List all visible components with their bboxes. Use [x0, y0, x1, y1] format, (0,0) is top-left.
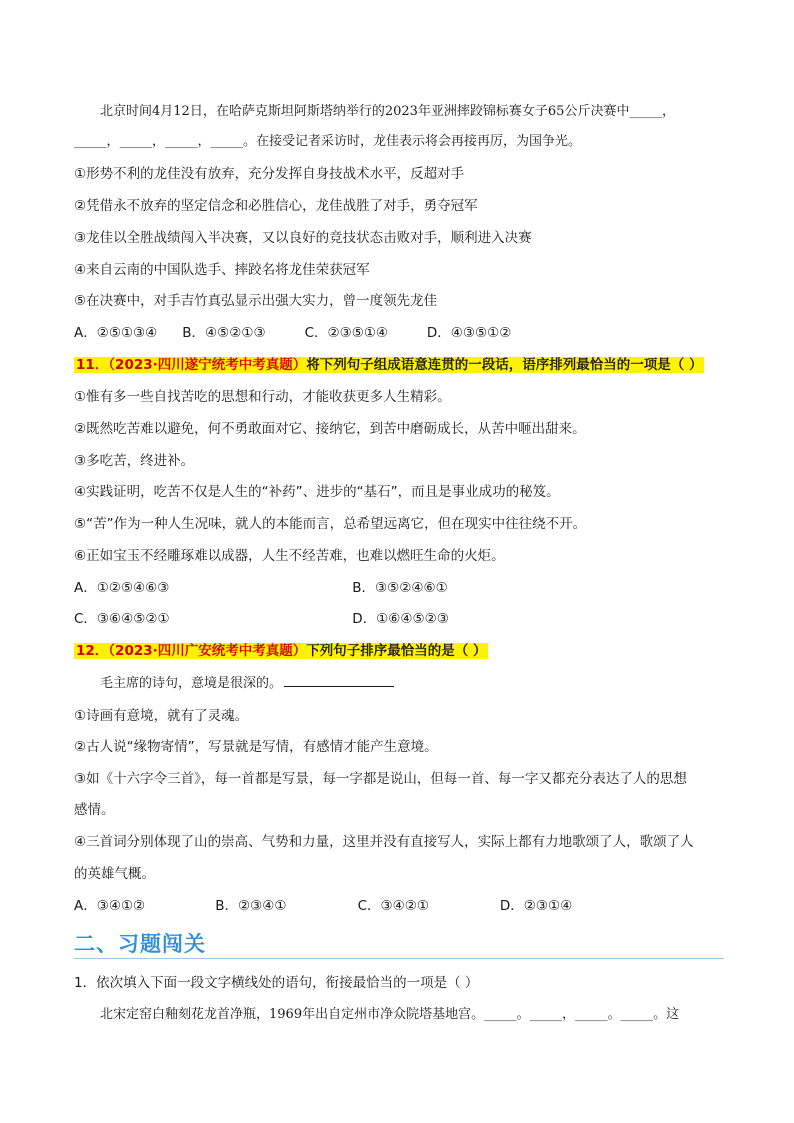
q12-item-3-cont: 感情。	[74, 802, 115, 818]
q12-item-2: ②古人说“缘物寄情”，写景就是写情，有感情才能产生意境。	[74, 739, 438, 755]
q11-item-4: ④实践证明，吃苦不仅是人生的“补药”、进步的“基石”，而且是事业成功的秘笈。	[74, 484, 560, 500]
q10-item-1: ①形势不利的龙佳没有放弃，充分发挥自身技战术水平，反超对手	[74, 166, 465, 182]
q11-item-2: ②既然吃苦难以避免，何不勇敢面对它、接纳它，到苦中磨砺成长，从苦中咂出甜来。	[74, 421, 586, 437]
q10-item-5: ⑤在决赛中，对手吉竹真弘显示出强大实力，曾一度领先龙佳	[74, 293, 438, 309]
q10-option-c[interactable]: C．②③⑤①④	[304, 325, 389, 341]
q12-option-c[interactable]: C．③④②①	[357, 898, 429, 914]
q11-option-b[interactable]: B．③⑤②④⑥①	[352, 580, 448, 596]
q12-item-1: ①诗画有意境，就有了灵魂。	[74, 708, 249, 724]
q11-options-row-1	[74, 578, 448, 598]
q10-options	[74, 323, 511, 343]
q12-item-4-cont: 的英雄气概。	[74, 866, 155, 882]
q12-highlight	[74, 643, 488, 659]
q12-heading	[74, 641, 488, 661]
q11-option-a[interactable]: A．①②⑤④⑥③	[74, 580, 170, 596]
q12-item-3: ③如《十六字令三首》，每一首都是写景，每一字都是说山，但每一首、每一字又都充分表达了人的思想	[74, 771, 687, 787]
q11-number: 11．	[76, 357, 109, 373]
q10-option-d[interactable]: D．④③⑤①②	[426, 325, 512, 341]
q12-stem: 下列句子排序最恰当的是（ ）	[306, 643, 487, 659]
q11-option-d[interactable]: D．①⑥④⑤②③	[352, 611, 449, 627]
q12-item-4: ④三首词分别体现了山的崇高、气势和力量，这里并没有直接写人，实际上都有力地歌颂了人，歌颂了人	[74, 834, 694, 850]
q12-number: 12．	[76, 643, 109, 659]
q11-source: （2023·四川遂宁统考中考真题）	[108, 357, 307, 373]
section-title: 二、习题闯关	[74, 932, 206, 956]
q11-item-5: ⑤“苦”作为一种人生况味，就人的本能而言，总希望远离它，但在现实中往往绕不开。	[74, 516, 587, 532]
passage-line-1: 北京时间4月12日，在哈萨克斯坦阿斯塔纳举行的2023年亚洲摔跤锦标赛女子65公斤决赛中_____，	[100, 104, 675, 119]
q12-option-b[interactable]: B．②③④①	[215, 898, 287, 914]
q10-item-3: ③龙佳以全胜战绩闯入半决赛，又以良好的竞技状态击败对手，顺利进入决赛	[74, 230, 532, 246]
passage-line-2: _____，_____，_____，_____。在接受记者采访时，龙佳表示将会再接再厉，为国争光。	[74, 134, 582, 149]
q10-item-4: ④来自云南的中国队选手、摔跤名将龙佳荣获冠军	[74, 262, 370, 278]
q11-item-6: ⑥正如宝玉不经雕琢难以成器，人生不经苦难，也难以燃旺生命的火炬。	[74, 548, 505, 564]
q1-stem: 1．依次填入下面一段文字横线处的语句，衔接最恰当的一项是（ ）	[74, 975, 479, 991]
q12-lead	[100, 674, 394, 694]
q11-heading	[74, 355, 704, 375]
section-divider	[74, 958, 724, 959]
q10-option-b[interactable]: B．④⑤②①③	[182, 325, 266, 341]
q10-item-2: ②凭借永不放弃的坚定信念和必胜信心，龙佳战胜了对手，勇夺冠军	[74, 198, 478, 214]
q12-source: （2023·四川广安统考中考真题）	[108, 643, 307, 659]
q12-options	[74, 896, 572, 916]
q11-options-row-2	[74, 609, 449, 629]
q12-option-d[interactable]: D．②③①④	[499, 898, 573, 914]
q11-option-c[interactable]: C．③⑥④⑤②①	[74, 611, 170, 627]
q11-stem: 将下列句子组成语意连贯的一段话，语序排列最恰当的一项是（ ）	[306, 357, 703, 373]
q10-option-a[interactable]: A．②⑤①③④	[74, 325, 158, 341]
q12-lead-text: 毛主席的诗句，意境是很深的。	[100, 676, 283, 691]
q12-answer-blank[interactable]	[284, 674, 394, 687]
q11-item-1: ①惟有多一些自找苦吃的思想和行动，才能收获更多人生精彩。	[74, 389, 451, 405]
q1-passage: 北宋定窑白釉刻花龙首净瓶，1969年出自定州市净众院塔基地宫。_____。_____，_____。_____。这	[100, 1007, 680, 1022]
q12-option-a[interactable]: A．③④①②	[74, 898, 146, 914]
q11-highlight	[74, 357, 704, 373]
q11-item-3: ③多吃苦，终进补。	[74, 453, 195, 469]
